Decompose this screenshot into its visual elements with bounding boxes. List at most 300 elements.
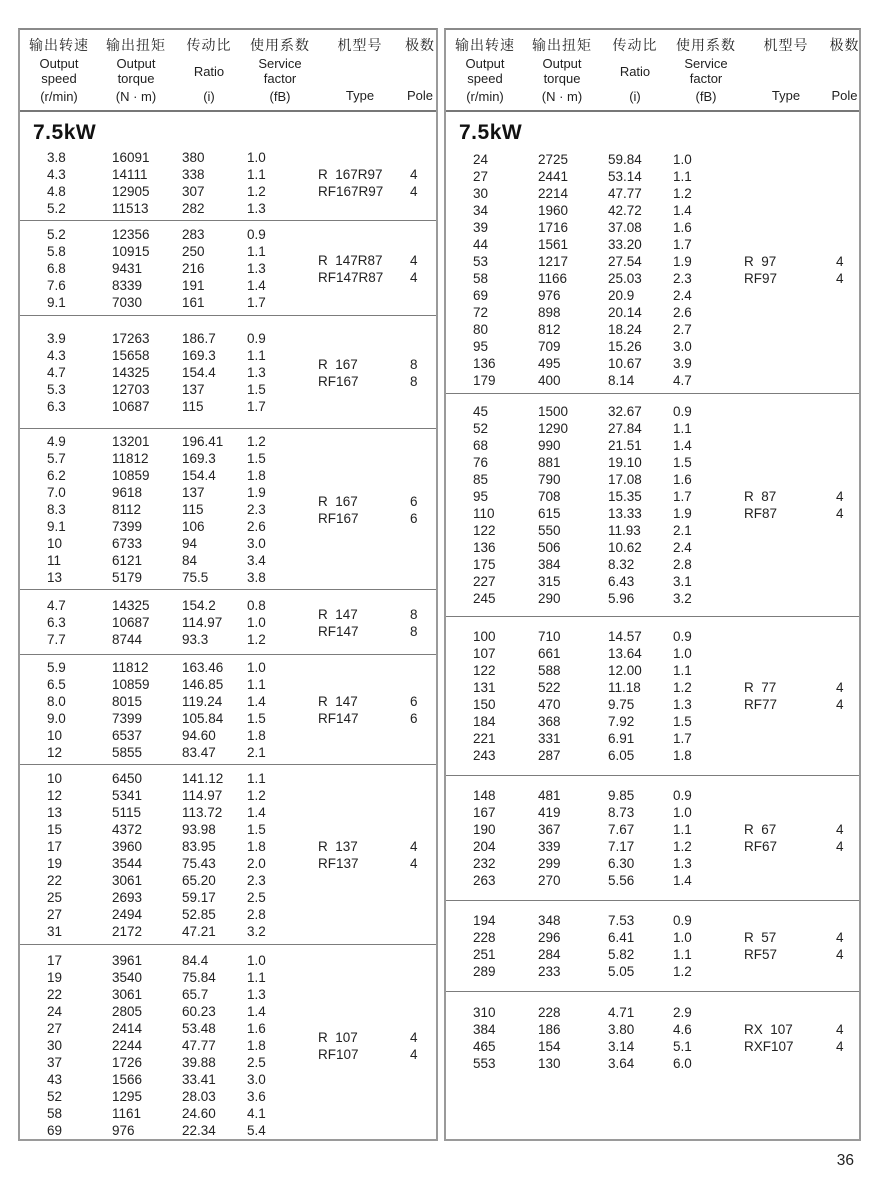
- header-unit-output-torque: (N · m): [541, 89, 583, 104]
- cell-torque: 1290: [538, 421, 569, 436]
- cell-factor: 2.5: [247, 1055, 266, 1070]
- cell-factor: 3.9: [673, 356, 692, 371]
- cell-speed: 37: [47, 1055, 63, 1070]
- cell-speed: 8.3: [47, 502, 66, 517]
- cell-torque: 400: [538, 373, 561, 388]
- cell-speed: 245: [473, 591, 496, 606]
- cell-ratio: 13.64: [608, 646, 642, 661]
- header-en-type: Type: [771, 88, 801, 104]
- cell-torque: 588: [538, 663, 561, 678]
- cell-torque: 1726: [112, 1055, 143, 1070]
- cell-factor: 1.7: [247, 399, 266, 414]
- table-row: [446, 730, 742, 747]
- header-unit-output-torque: (N · m): [115, 89, 157, 104]
- table-row: [446, 855, 742, 872]
- cell-ratio: 52.85: [182, 907, 216, 922]
- cell-ratio: 94.60: [182, 728, 216, 743]
- header-en-output-speed: Output speed: [39, 56, 79, 86]
- cell-ratio: 39.88: [182, 1055, 216, 1070]
- cell-torque: 1566: [112, 1072, 143, 1087]
- table-row: [20, 727, 316, 744]
- cell-factor: 1.7: [673, 731, 692, 746]
- cell-torque: 3061: [112, 987, 143, 1002]
- cell-ratio: 8.14: [608, 373, 635, 388]
- cell-pole: 4: [836, 254, 844, 269]
- header-en-pole: Pole: [406, 88, 434, 104]
- table-row: [446, 505, 742, 522]
- header-zh-pole: 极数: [830, 37, 859, 53]
- cell-speed: 30: [473, 186, 489, 201]
- cell-ratio: 93.98: [182, 822, 216, 837]
- header-col-ratio: [174, 35, 244, 104]
- cell-torque: 233: [538, 964, 561, 979]
- cell-ratio: 59.84: [608, 152, 642, 167]
- power-rating-title: 7.5kW: [459, 121, 523, 144]
- table-row: [446, 437, 742, 454]
- cell-torque: 6537: [112, 728, 143, 743]
- table-row: [20, 804, 316, 821]
- cell-ratio: 47.77: [608, 186, 642, 201]
- cell-torque: 348: [538, 913, 561, 928]
- cell-torque: 290: [538, 591, 561, 606]
- data-block: [20, 654, 436, 764]
- cell-speed: 131: [473, 680, 496, 695]
- right-spec-table: [444, 28, 861, 1141]
- cell-torque: 2805: [112, 1004, 143, 1019]
- cell-torque: 661: [538, 646, 561, 661]
- left-table-header: [20, 30, 436, 112]
- cell-torque: 7399: [112, 711, 143, 726]
- cell-torque: 976: [538, 288, 561, 303]
- cell-torque: 11812: [112, 451, 149, 466]
- cell-factor: 2.4: [673, 540, 692, 555]
- cell-ratio: 154.4: [182, 468, 216, 483]
- table-row: [20, 347, 316, 364]
- cell-torque: 5341: [112, 788, 143, 803]
- cell-speed: 17: [47, 839, 63, 854]
- cell-speed: 6.3: [47, 615, 66, 630]
- type-row: [742, 253, 859, 270]
- cell-factor: 2.6: [247, 519, 266, 534]
- cell-torque: 1161: [112, 1106, 142, 1121]
- cell-pole: 4: [836, 489, 844, 504]
- table-row: [446, 321, 742, 338]
- table-row: [20, 838, 316, 855]
- table-row: [20, 243, 316, 260]
- cell-ratio: 113.72: [182, 805, 223, 820]
- block-rows: [20, 433, 316, 586]
- data-block: [446, 991, 859, 1144]
- cell-torque: 315: [538, 574, 561, 589]
- cell-factor: 4.1: [247, 1106, 266, 1121]
- cell-factor: 1.4: [247, 805, 266, 820]
- cell-type: R 137: [318, 839, 358, 854]
- cell-factor: 0.9: [247, 331, 266, 346]
- cell-ratio: 11.18: [608, 680, 641, 695]
- cell-speed: 122: [473, 663, 496, 678]
- table-row: [20, 277, 316, 294]
- table-row: [20, 484, 316, 501]
- cell-factor: 1.0: [247, 660, 266, 675]
- cell-speed: 6.2: [47, 468, 66, 483]
- cell-speed: 44: [473, 237, 489, 252]
- cell-pole: 4: [836, 947, 844, 962]
- cell-speed: 13: [47, 570, 63, 585]
- table-row: [20, 906, 316, 923]
- table-row: [446, 929, 742, 946]
- cell-ratio: 75.5: [182, 570, 209, 585]
- cell-pole: 4: [836, 822, 844, 837]
- cell-factor: 1.9: [673, 506, 692, 521]
- table-row: [20, 381, 316, 398]
- type-row: [316, 693, 436, 710]
- data-block: [446, 775, 859, 900]
- header-en-output-torque: Output torque: [542, 56, 582, 86]
- cell-speed: 251: [473, 947, 496, 962]
- cell-factor: 0.8: [247, 598, 266, 613]
- table-row: [446, 628, 742, 645]
- type-row: [316, 606, 436, 623]
- cell-torque: 14325: [112, 365, 150, 380]
- block-rows: [20, 659, 316, 761]
- cell-pole: 4: [410, 1029, 418, 1045]
- cell-ratio: 6.43: [608, 574, 635, 589]
- cell-factor: 1.7: [673, 237, 692, 252]
- cell-speed: 76: [473, 455, 489, 470]
- table-row: [20, 787, 316, 804]
- cell-factor: 1.4: [673, 873, 692, 888]
- table-row: [446, 590, 742, 607]
- type-row: [316, 838, 436, 855]
- cell-torque: 708: [538, 489, 561, 504]
- cell-torque: 1500: [538, 404, 569, 419]
- cell-speed: 22: [47, 873, 63, 888]
- block-types: [742, 151, 859, 389]
- cell-ratio: 15.35: [608, 489, 642, 504]
- table-row: [20, 693, 316, 710]
- cell-pole: 4: [410, 856, 418, 871]
- table-row: [446, 747, 742, 764]
- type-row: [316, 710, 436, 727]
- cell-factor: 1.1: [673, 822, 692, 837]
- cell-torque: 3961: [112, 953, 143, 968]
- right-table-header: [446, 30, 859, 112]
- cell-type: RF67: [744, 839, 778, 854]
- cell-factor: 2.0: [247, 856, 266, 871]
- table-row: [20, 614, 316, 631]
- header-zh-type: 机型号: [337, 37, 383, 53]
- table-row: [20, 676, 316, 693]
- cell-pole: 4: [410, 1046, 418, 1062]
- cell-factor: 1.0: [673, 805, 692, 820]
- block-rows: [20, 770, 316, 940]
- cell-speed: 69: [473, 288, 489, 303]
- cell-torque: 506: [538, 540, 561, 555]
- table-row: [20, 597, 316, 614]
- cell-type: R 57: [744, 930, 777, 945]
- cell-ratio: 283: [182, 227, 205, 242]
- cell-factor: 1.8: [673, 748, 692, 763]
- left-table-body: [20, 147, 436, 1146]
- cell-factor: 1.0: [247, 150, 266, 165]
- cell-ratio: 216: [182, 261, 205, 276]
- cell-speed: 9.1: [47, 519, 66, 534]
- cell-pole: 4: [410, 839, 418, 854]
- cell-ratio: 163.46: [182, 660, 224, 675]
- cell-speed: 9.0: [47, 711, 66, 726]
- table-row: [446, 912, 742, 929]
- cell-type: RF167R97: [318, 184, 384, 199]
- cell-pole: 4: [410, 252, 418, 268]
- cell-torque: 3061: [112, 873, 143, 888]
- cell-speed: 4.7: [47, 598, 66, 613]
- cell-speed: 5.3: [47, 382, 66, 397]
- cell-speed: 4.7: [47, 365, 66, 380]
- cell-speed: 122: [473, 523, 496, 538]
- cell-ratio: 83.47: [182, 745, 216, 760]
- cell-factor: 0.9: [673, 404, 692, 419]
- cell-ratio: 14.57: [608, 629, 642, 644]
- cell-speed: 204: [473, 839, 496, 854]
- header-zh-output-speed: 输出转速: [29, 37, 89, 53]
- cell-torque: 10915: [112, 244, 150, 259]
- cell-ratio: 6.30: [608, 856, 635, 871]
- cell-speed: 190: [473, 822, 496, 837]
- cell-speed: 10: [47, 536, 63, 551]
- header-zh-ratio: 传动比: [186, 37, 232, 53]
- header-col-pole: [830, 35, 859, 104]
- cell-ratio: 24.60: [182, 1106, 216, 1121]
- cell-ratio: 115: [182, 502, 204, 517]
- cell-torque: 15658: [112, 348, 150, 363]
- cell-pole: 4: [836, 1022, 844, 1037]
- cell-ratio: 119.24: [182, 694, 223, 709]
- cell-ratio: 161: [182, 295, 205, 310]
- cell-torque: 4372: [112, 822, 143, 837]
- cell-factor: 1.1: [247, 348, 266, 363]
- cell-type: R 167: [318, 356, 358, 372]
- cell-torque: 384: [538, 557, 561, 572]
- type-row: [316, 183, 436, 200]
- header-unit-ratio: (i): [203, 88, 215, 104]
- cell-torque: 14111: [112, 167, 148, 182]
- cell-speed: 19: [47, 970, 63, 985]
- cell-factor: 1.4: [247, 278, 266, 293]
- table-row: [20, 923, 316, 940]
- table-row: [446, 573, 742, 590]
- cell-factor: 3.1: [673, 574, 692, 589]
- cell-ratio: 250: [182, 244, 205, 259]
- cell-torque: 270: [538, 873, 561, 888]
- header-col-output-speed: [446, 35, 524, 104]
- cell-type: RF137: [318, 856, 359, 871]
- cell-speed: 69: [47, 1123, 63, 1138]
- table-row: [446, 645, 742, 662]
- cell-torque: 12356: [112, 227, 150, 242]
- table-row: [446, 946, 742, 963]
- cell-torque: 13201: [112, 434, 150, 449]
- cell-factor: 1.1: [673, 947, 692, 962]
- header-col-output-torque: [98, 35, 174, 104]
- header-zh-output-speed: 输出转速: [455, 37, 515, 53]
- cell-torque: 12905: [112, 184, 150, 199]
- cell-speed: 27: [47, 907, 63, 922]
- cell-speed: 184: [473, 714, 496, 729]
- table-row: [446, 403, 742, 420]
- cell-ratio: 47.77: [182, 1038, 216, 1053]
- type-row: [742, 679, 859, 696]
- cell-factor: 1.4: [247, 694, 266, 709]
- type-row: [742, 1038, 859, 1055]
- cell-pole: 8: [410, 623, 418, 639]
- cell-factor: 1.0: [673, 152, 692, 167]
- table-row: [446, 420, 742, 437]
- cell-speed: 6.5: [47, 677, 66, 692]
- cell-speed: 10: [47, 728, 63, 743]
- cell-factor: 2.9: [673, 1005, 692, 1020]
- cell-speed: 9.1: [47, 295, 66, 310]
- cell-speed: 110: [473, 506, 495, 521]
- cell-ratio: 154.2: [182, 598, 216, 613]
- cell-speed: 24: [473, 152, 489, 167]
- cell-speed: 15: [47, 822, 63, 837]
- cell-torque: 9431: [112, 261, 143, 276]
- cell-pole: 4: [410, 167, 418, 182]
- type-row: [316, 493, 436, 510]
- cell-ratio: 282: [182, 201, 205, 216]
- cell-ratio: 5.05: [608, 964, 635, 979]
- header-zh-output-torque: 输出扭矩: [106, 37, 166, 53]
- table-row: [20, 467, 316, 484]
- header-zh-pole: 极数: [405, 37, 435, 53]
- cell-speed: 6.3: [47, 399, 66, 414]
- cell-factor: 1.2: [247, 434, 266, 449]
- table-row: [20, 149, 316, 166]
- cell-speed: 24: [47, 1004, 63, 1019]
- cell-ratio: 94: [182, 536, 198, 551]
- cell-speed: 179: [473, 373, 496, 388]
- cell-torque: 2214: [538, 186, 569, 201]
- cell-factor: 4.7: [673, 373, 692, 388]
- cell-speed: 4.3: [47, 348, 66, 363]
- cell-factor: 1.2: [673, 839, 692, 854]
- type-row: [316, 623, 436, 640]
- table-row: [446, 963, 742, 980]
- table-row: [446, 804, 742, 821]
- header-col-pole: [404, 35, 436, 104]
- table-row: [446, 168, 742, 185]
- header-en-pole: Pole: [831, 88, 858, 104]
- cell-torque: 7030: [112, 295, 143, 310]
- cell-ratio: 17.08: [608, 472, 642, 487]
- cell-factor: 1.1: [673, 663, 692, 678]
- table-row: [20, 260, 316, 277]
- cell-factor: 2.8: [673, 557, 692, 572]
- type-row: [316, 1029, 436, 1046]
- type-row: [742, 1021, 859, 1038]
- cell-factor: 1.3: [673, 856, 692, 871]
- cell-speed: 5.2: [47, 227, 66, 242]
- table-row: [446, 202, 742, 219]
- cell-pole: 8: [410, 356, 418, 372]
- cell-torque: 296: [538, 930, 561, 945]
- cell-speed: 25: [47, 890, 63, 905]
- table-row: [446, 662, 742, 679]
- table-row: [20, 1020, 316, 1037]
- cell-factor: 1.4: [673, 438, 692, 453]
- cell-speed: 12: [47, 788, 63, 803]
- cell-ratio: 115: [182, 399, 204, 414]
- cell-type: RF107: [318, 1046, 359, 1062]
- cell-torque: 419: [538, 805, 561, 820]
- cell-torque: 8339: [112, 278, 143, 293]
- cell-factor: 1.0: [247, 615, 266, 630]
- cell-factor: 2.5: [247, 890, 266, 905]
- cell-factor: 1.0: [247, 953, 266, 968]
- cell-torque: 990: [538, 438, 561, 453]
- block-types: [742, 912, 859, 980]
- cell-factor: 1.1: [247, 771, 266, 786]
- cell-speed: 7.7: [47, 632, 66, 647]
- cell-ratio: 169.3: [182, 348, 216, 363]
- cell-speed: 5.7: [47, 451, 66, 466]
- cell-type: R 67: [744, 822, 777, 837]
- table-row: [20, 952, 316, 969]
- cell-ratio: 53.48: [182, 1021, 216, 1036]
- cell-factor: 1.3: [247, 201, 266, 216]
- cell-torque: 368: [538, 714, 561, 729]
- cell-factor: 1.5: [247, 711, 266, 726]
- cell-type: RF57: [744, 947, 778, 962]
- cell-ratio: 37.08: [608, 220, 642, 235]
- cell-speed: 107: [473, 646, 496, 661]
- table-row: [20, 1122, 316, 1139]
- power-rating-title: 7.5kW: [33, 121, 97, 144]
- table-row: [446, 270, 742, 287]
- cell-type: R 107: [318, 1029, 358, 1045]
- table-row: [446, 454, 742, 471]
- cell-factor: 1.9: [673, 254, 692, 269]
- cell-ratio: 141.12: [182, 771, 224, 786]
- cell-factor: 3.0: [247, 1072, 266, 1087]
- cell-ratio: 338: [182, 167, 205, 182]
- cell-ratio: 10.67: [608, 356, 642, 371]
- cell-torque: 11812: [112, 660, 149, 675]
- cell-speed: 95: [473, 489, 489, 504]
- cell-torque: 710: [538, 629, 561, 644]
- header-unit-output-speed: (r/min): [40, 89, 78, 104]
- table-row: [446, 838, 742, 855]
- cell-type: R 87: [744, 489, 777, 504]
- table-row: [446, 185, 742, 202]
- cell-factor: 1.8: [247, 839, 266, 854]
- cell-speed: 384: [473, 1022, 496, 1037]
- cell-factor: 1.9: [247, 485, 266, 500]
- cell-factor: 1.6: [673, 472, 692, 487]
- type-row: [742, 696, 859, 713]
- table-row: [20, 872, 316, 889]
- cell-factor: 3.6: [247, 1089, 266, 1104]
- cell-speed: 27: [473, 169, 489, 184]
- cell-torque: 284: [538, 947, 561, 962]
- cell-factor: 1.3: [247, 261, 266, 276]
- cell-ratio: 380: [182, 150, 205, 165]
- block-types: [742, 403, 859, 607]
- table-row: [446, 253, 742, 270]
- block-rows: [20, 597, 316, 648]
- cell-ratio: 8.73: [608, 805, 635, 820]
- cell-torque: 1295: [112, 1089, 143, 1104]
